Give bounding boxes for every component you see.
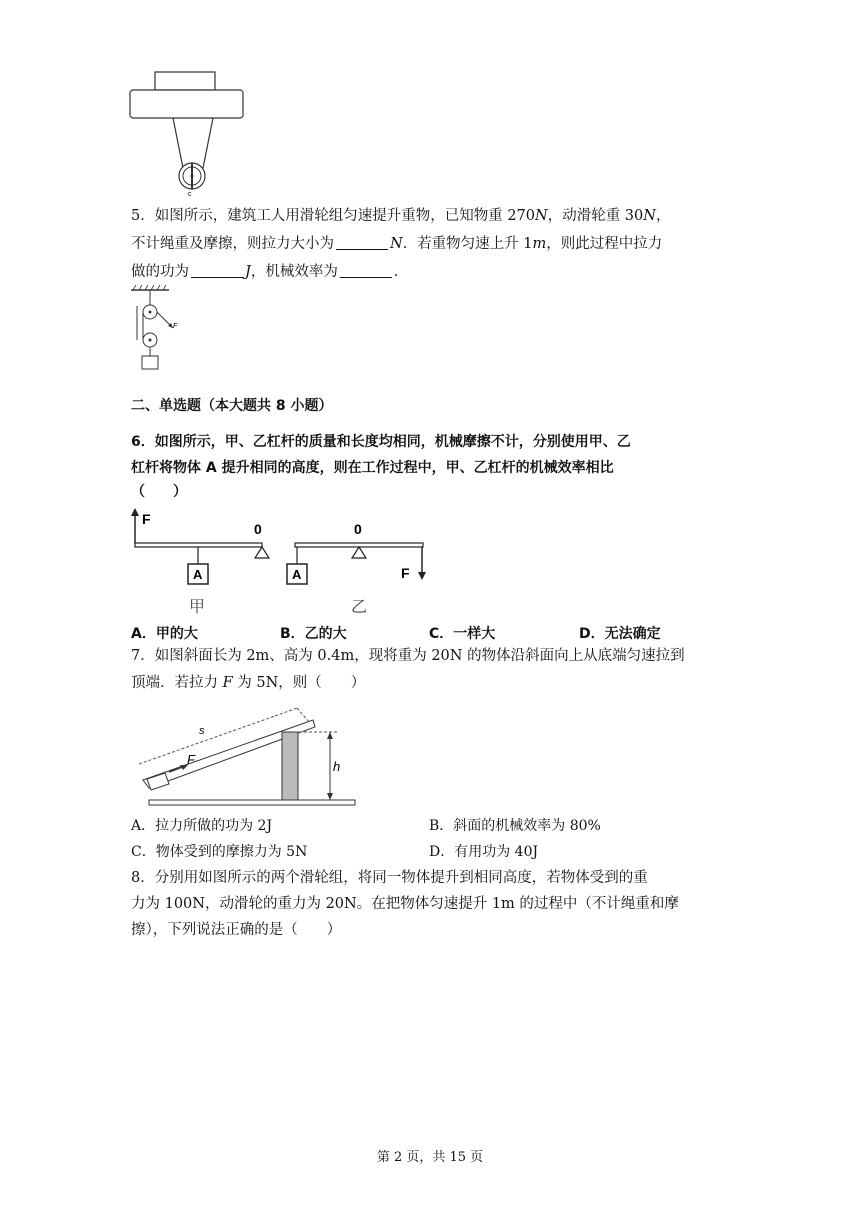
- q6-option-b[interactable]: B．乙的大: [280, 626, 347, 642]
- incline-length-label: s: [199, 725, 205, 737]
- q5-text: ．若重物匀速上升 1: [402, 236, 533, 252]
- unit-n: N: [390, 236, 403, 252]
- answer-blank-work[interactable]: [191, 263, 243, 278]
- lever-right-pivot-label: 0: [354, 521, 362, 537]
- unit-m: m: [532, 236, 547, 252]
- answer-blank-force[interactable]: [336, 235, 388, 250]
- lever-left-pivot-label: 0: [254, 521, 262, 537]
- q7-text: 顶端．若拉力: [131, 675, 218, 691]
- q5-line-1: [131, 206, 670, 226]
- section-title: 二、单选题（本大题共 8 小题）: [131, 398, 333, 414]
- lever-right-caption: 乙: [351, 599, 368, 616]
- top-pulley-figure: [125, 68, 250, 198]
- q5-text: 5．如图所示，建筑工人用滑轮组匀速提升重物，已知物重 270: [131, 208, 536, 224]
- pulley-label-c: c: [188, 191, 192, 198]
- q6-line-3: （ ）: [131, 484, 187, 500]
- q5-text: ，: [655, 208, 671, 224]
- unit-n: N: [535, 208, 548, 224]
- q5-text: 不计绳重及摩擦，则拉力大小为: [131, 236, 334, 252]
- q7-text: 为 5N，则（ ）: [237, 675, 366, 691]
- q7-line-2: [131, 673, 365, 693]
- lever-left-force-label: F: [142, 511, 151, 527]
- answer-blank-efficiency[interactable]: [340, 263, 392, 278]
- unit-j: J: [245, 264, 251, 280]
- q7-line-1: 7．如图斜面长为 2m、高为 0.4m，现将重为 20N 的物体沿斜面向上从底端匀速拉到: [131, 648, 685, 664]
- q5-text: ，动滑轮重 30: [547, 208, 644, 224]
- unit-n: N: [643, 208, 656, 224]
- q5-label-f: F: [173, 323, 178, 330]
- lever-right-object-label: A: [292, 567, 302, 582]
- q7-option-a[interactable]: A．拉力所做的功为 2J: [131, 818, 273, 834]
- q5-text: ，则此过程中拉力: [546, 236, 663, 252]
- q8-line-3: 擦），下列说法正确的是（ ）: [131, 922, 342, 938]
- incline-force-label: F: [187, 752, 195, 767]
- q6-option-d[interactable]: D．无法确定: [579, 626, 661, 642]
- q7-option-b[interactable]: B．斜面的机械效率为 80%: [429, 818, 601, 834]
- lever-left-caption: 甲: [189, 599, 206, 616]
- q8-line-1: 8．分别用如图所示的两个滑轮组，将同一物体提升到相同高度，若物体受到的重: [131, 870, 648, 886]
- lever-right-force-label: F: [401, 565, 410, 581]
- q7-option-d[interactable]: D．有用功为 40J: [429, 844, 539, 860]
- q8-line-2: 力为 100N，动滑轮的重力为 20N。在把物体匀速提升 1m 的过程中（不计绳重和摩: [131, 896, 679, 912]
- q6-option-a[interactable]: A．甲的大: [131, 626, 198, 642]
- q5-pulley-figure: [125, 284, 195, 374]
- q6-line-1: 6．如图所示，甲、乙杠杆的质量和长度均相同，机械摩擦不计，分别使用甲、乙: [131, 434, 631, 450]
- lever-left-object-label: A: [193, 567, 203, 582]
- q6-option-c[interactable]: C．一样大: [429, 626, 496, 642]
- q6-lever-figure: [125, 504, 445, 622]
- page-number: 第 2 页，共 15 页: [376, 1150, 484, 1165]
- q7-incline-figure: [125, 700, 365, 810]
- incline-height-label: h: [333, 759, 341, 774]
- var-f: F: [222, 675, 233, 691]
- q6-line-2: 杠杆将物体 A 提升相同的高度，则在工作过程中，甲、乙杠杆的机械效率相比: [131, 460, 614, 476]
- q5-text: 做的功为: [131, 264, 189, 280]
- q5-line-3: [131, 262, 408, 282]
- q5-text: ，机械效率为: [250, 264, 338, 280]
- q5-line-2: [131, 234, 662, 254]
- q5-text: ．: [393, 264, 409, 280]
- q7-option-c[interactable]: C．物体受到的摩擦力为 5N: [131, 844, 308, 860]
